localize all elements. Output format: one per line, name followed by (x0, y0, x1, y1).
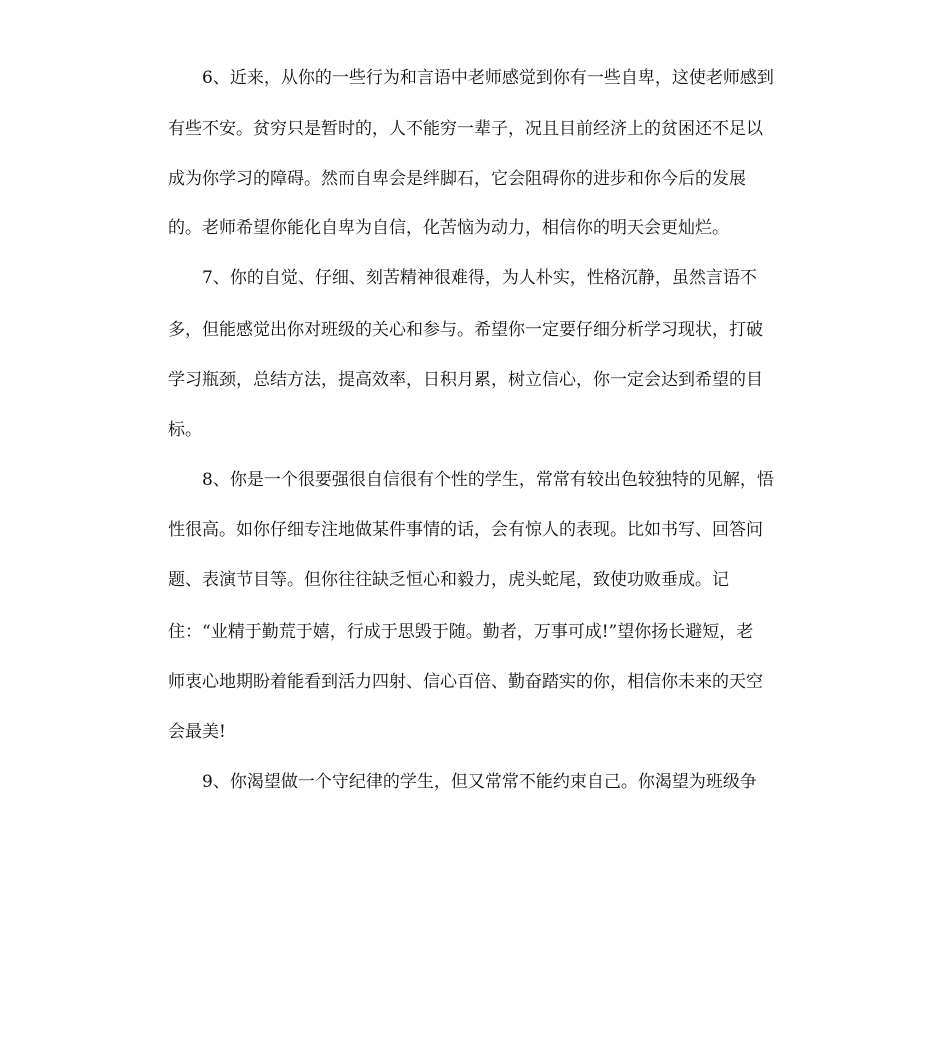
text-line: 的。老师希望你能化自卑为自信，化苦恼为动力，相信你的明天会更灿烂。 (168, 218, 729, 238)
text-line: 住：“业精于勤荒于嬉，行成于思毁于随。勤者，万事可成!”望你扬长避短，老 (168, 622, 754, 642)
text-line: 6、近来，从你的一些行为和言语中老师感觉到你有一些自卑，这使老师感到 (202, 68, 774, 88)
text-line: 有些不安。贫穷只是暂时的，人不能穷一辈子，况且目前经济上的贫困还不足以 (168, 119, 763, 139)
text-line: 8、你是一个很要强很自信很有个性的学生，常常有较出色较独特的见解，悟 (202, 470, 774, 490)
text-line: 多，但能感觉出你对班级的关心和参与。希望你一定要仔细分析学习现状，打破 (168, 320, 763, 340)
text-line: 成为你学习的障碍。然而自卑会是绊脚石，它会阻碍你的进步和你今后的发展 (168, 169, 746, 189)
text-line: 标。 (168, 420, 202, 440)
text-line: 7、你的自觉、仔细、刻苦精神很难得，为人朴实，性格沉静，虽然言语不 (202, 268, 757, 288)
text-line: 性很高。如你仔细专注地做某件事情的话，会有惊人的表现。比如书写、回答问 (168, 520, 763, 540)
text-line: 师衷心地期盼着能看到活力四射、信心百倍、勤奋踏实的你，相信你未来的天空 (168, 672, 763, 692)
text-line: 9、你渴望做一个守纪律的学生，但又常常不能约束自己。你渴望为班级争 (202, 772, 757, 792)
text-line: 题、表演节目等。但你往往缺乏恒心和毅力，虎头蛇尾，致使功败垂成。记 (168, 570, 729, 590)
text-line: 学习瓶颈，总结方法，提高效率，日积月累，树立信心，你一定会达到希望的目 (168, 370, 763, 390)
text-line: 会最美! (168, 722, 226, 742)
